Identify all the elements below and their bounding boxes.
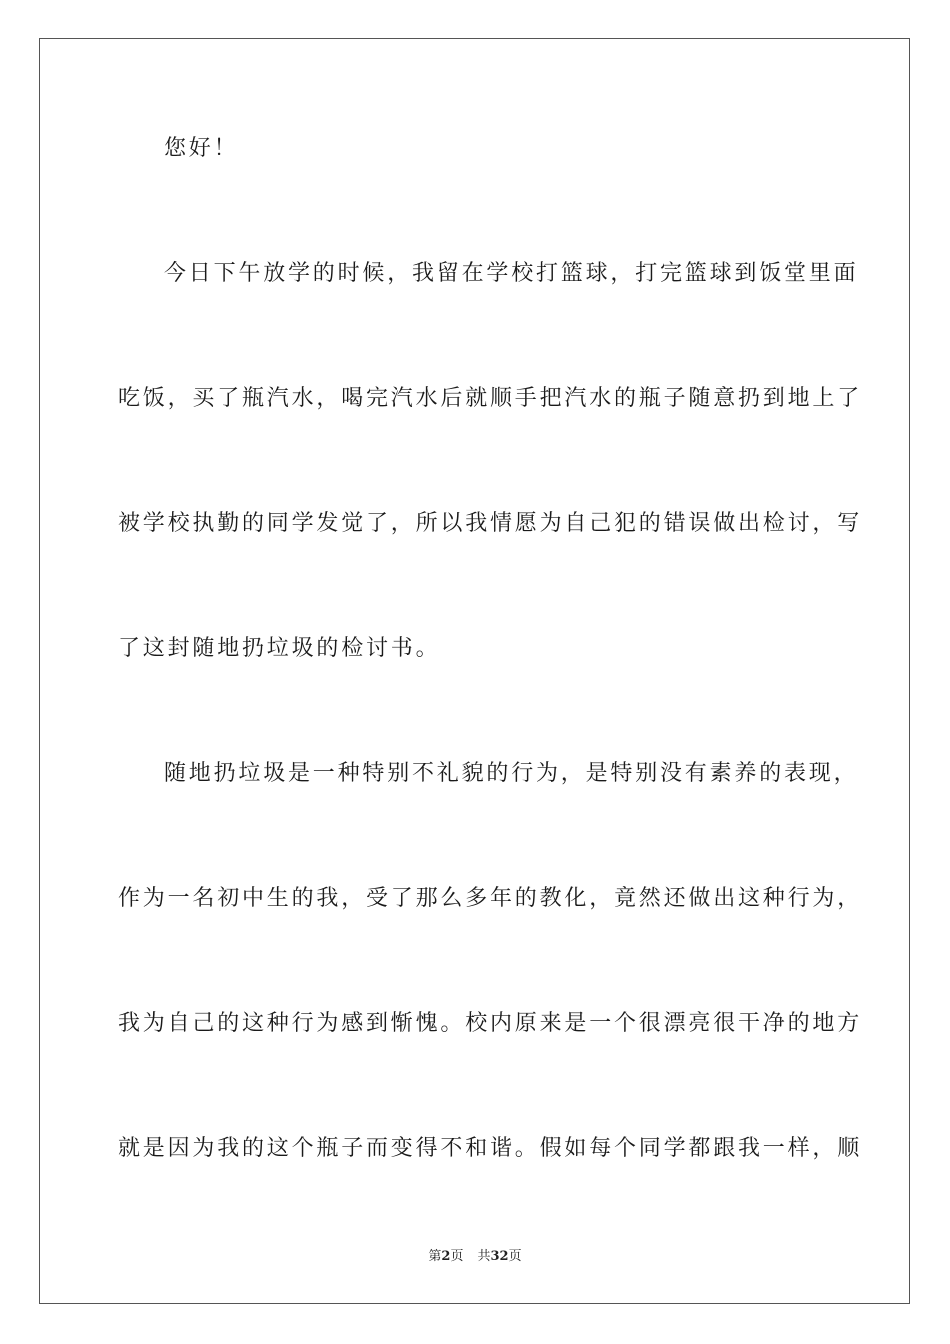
total-label-prefix: 共 xyxy=(477,1249,491,1264)
paragraph-line: 作为一名初中生的我，受了那么多年的教化，竟然还做出这种行为， xyxy=(118,886,863,911)
page-number: 2 xyxy=(441,1249,451,1264)
page-border xyxy=(39,38,910,1304)
paragraph-line: 被学校执勤的同学发觉了，所以我情愿为自己犯的错误做出检讨，写 xyxy=(118,511,863,536)
greeting: 您好！ xyxy=(164,136,239,161)
total-label-suffix: 页 xyxy=(508,1249,522,1264)
total-pages: 32 xyxy=(490,1249,509,1264)
paragraph-line: 我为自己的这种行为感到惭愧。校内原来是一个很漂亮很干净的地方 xyxy=(118,1011,863,1036)
page-label-prefix: 第 xyxy=(428,1249,442,1264)
paragraph-line: 就是因为我的这个瓶子而变得不和谐。假如每个同学都跟我一样，顺 xyxy=(118,1136,863,1161)
page-footer xyxy=(0,1248,950,1266)
paragraph-line: 随地扔垃圾是一种特别不礼貌的行为，是特别没有素养的表现， xyxy=(164,761,859,786)
paragraph-line: 了这封随地扔垃圾的检讨书。 xyxy=(118,636,441,661)
paragraph-line: 今日下午放学的时候，我留在学校打篮球，打完篮球到饭堂里面 xyxy=(164,261,859,286)
paragraph-line: 吃饭，买了瓶汽水，喝完汽水后就顺手把汽水的瓶子随意扔到地上了 xyxy=(118,386,863,411)
page-label-suffix: 页 xyxy=(450,1249,464,1264)
